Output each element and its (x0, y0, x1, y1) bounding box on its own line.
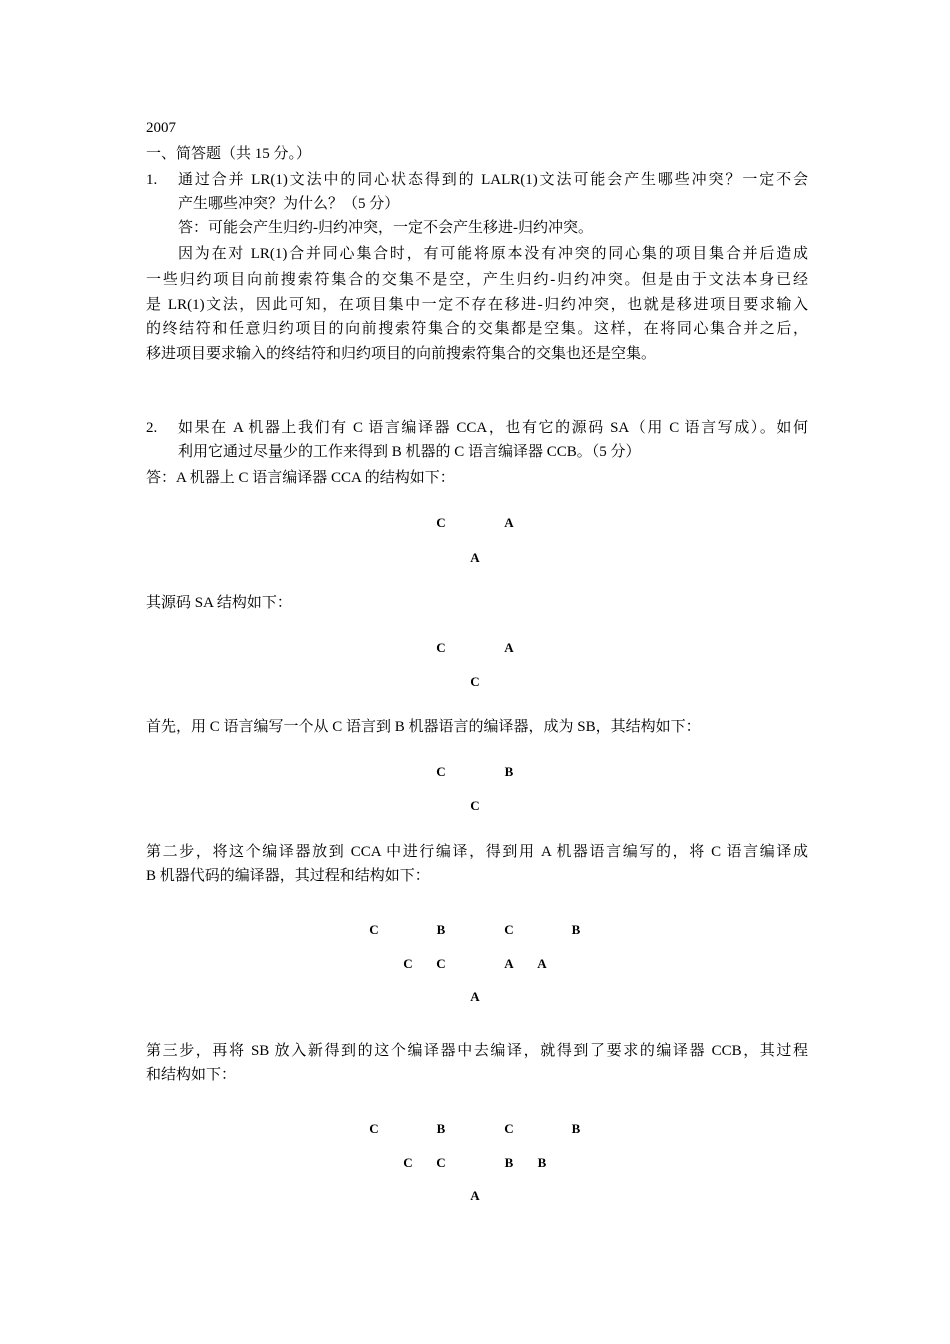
q1-paragraph-line-4: 的终结符和任意归约项目的向前搜索符集合的交集都是空集。这样，在将同心集合并之后， (146, 321, 808, 337)
t-label: C (436, 640, 446, 655)
t-label: C (403, 1155, 413, 1170)
t-label: A (470, 989, 480, 1004)
step3-line-1: 第三步，再将 SB 放入新得到的这个编译器中去编译，就得到了要求的编译器 CCB，其过程 (146, 1043, 808, 1059)
t-label: B (571, 1121, 581, 1136)
step2-line-1: 第二步，将这个编译器放到 CCA 中进行编译，得到用 A 机器语言编写的，将 C 语言编译成 (146, 844, 808, 860)
q1-paragraph-line-5: 移进项目要求输入的终结符和归约项目的向前搜索符集合的交集也还是空集。 (146, 346, 657, 362)
t-label: C (369, 922, 379, 937)
year-heading: 2007 (146, 120, 176, 136)
q2-question-line-1: 如果在 A 机器上我们有 C 语言编译器 CCA，也有它的源码 SA（用 C 语言写成）。如何 (178, 420, 808, 436)
q2-number: 2. (146, 420, 158, 436)
t-label: C (470, 798, 480, 813)
t-label: C (470, 674, 480, 689)
t-label: B (537, 1155, 547, 1170)
t-label: A (504, 640, 514, 655)
q2-answer-intro: 答：A 机器上 C 语言编译器 CCA 的结构如下： (146, 470, 455, 486)
t-label: C (369, 1121, 379, 1136)
t-label: C (504, 1121, 514, 1136)
section-heading: 一、简答题（共 15 分。） (146, 146, 312, 162)
step2-line-2: B 机器代码的编译器，其过程和结构如下： (146, 868, 430, 884)
q2-question-line-2: 利用它通过尽量少的工作来得到 B 机器的 C 语言编译器 CCB。（5 分） (178, 444, 641, 460)
q1-question-line-2: 产生哪些冲突？为什么？（5 分） (178, 196, 400, 212)
t-label: A (504, 956, 514, 971)
t-label: C (436, 1155, 446, 1170)
t-label: C (436, 764, 446, 779)
t-label: C (504, 922, 514, 937)
step1-text: 首先，用 C 语言编写一个从 C 语言到 B 机器语言的编译器，成为 SB，其结构如下： (146, 719, 701, 735)
t-label: B (571, 922, 581, 937)
q1-answer-line: 答：可能会产生归约-归约冲突，一定不会产生移进-归约冲突。 (178, 220, 593, 236)
q1-paragraph-line-3: 是 LR(1)文法，因此可知，在项目集中一定不存在移进-归约冲突，也就是移进项目要求输入 (146, 297, 808, 313)
t-label: C (436, 515, 446, 530)
q1-question-line-1: 通过合并 LR(1)文法中的同心状态得到的 LALR(1)文法可能会产生哪些冲突？一定不会 (178, 172, 808, 188)
t-label: B (436, 1121, 446, 1136)
t-label: B (504, 764, 514, 779)
t-label: A (537, 956, 547, 971)
t-label: B (436, 922, 446, 937)
t-label: A (470, 1188, 480, 1203)
sa-intro: 其源码 SA 结构如下： (146, 595, 292, 611)
t-label: C (436, 956, 446, 971)
q1-paragraph-line-2: 一些归约项目向前搜索符集合的交集不是空，产生归约-归约冲突。但是由于文法本身已经 (146, 272, 808, 288)
q1-paragraph-line-1: 因为在对 LR(1)合并同心集合时，有可能将原本没有冲突的同心集的项目集合并后造成 (178, 246, 808, 262)
t-label: C (403, 956, 413, 971)
t-label: A (504, 515, 514, 530)
t-label: A (470, 550, 480, 565)
t-label: B (504, 1155, 514, 1170)
step3-line-2: 和结构如下： (146, 1067, 237, 1083)
q1-number: 1. (146, 172, 158, 188)
